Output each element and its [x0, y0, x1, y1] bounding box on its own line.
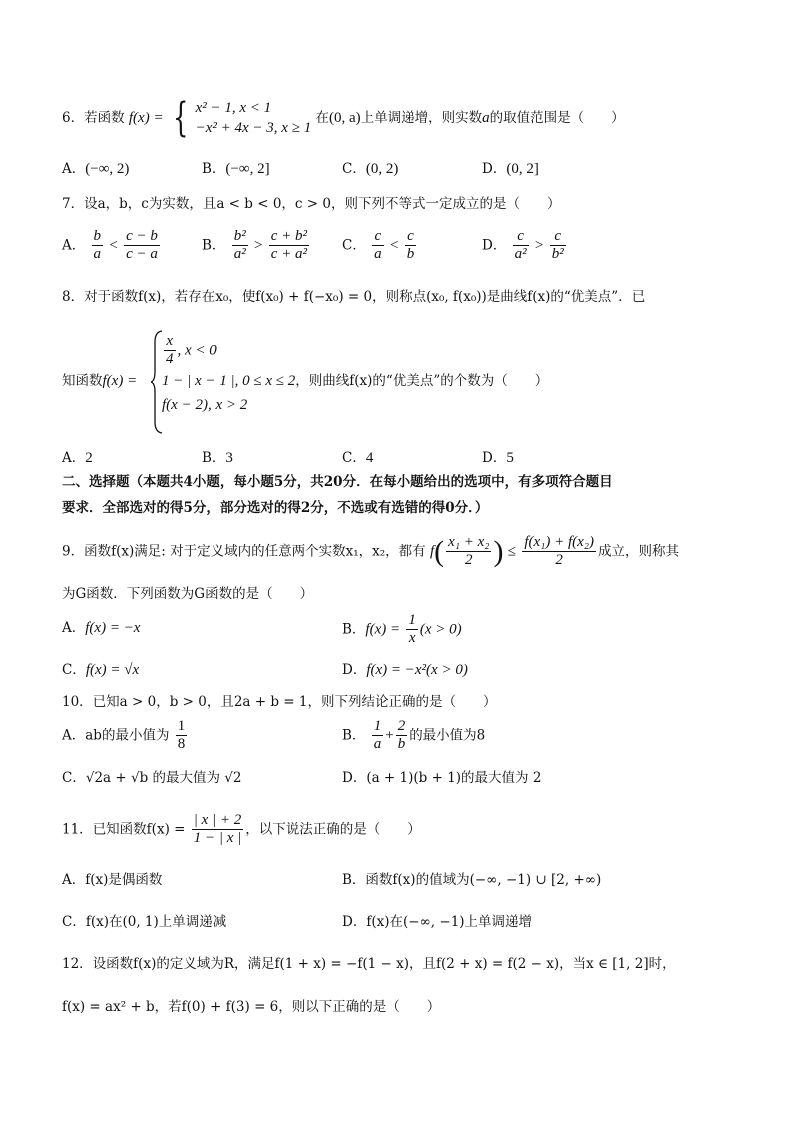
fraction: $\frac{c}{a}$	[374, 228, 382, 263]
fraction: $\frac{c}{b}$	[406, 228, 415, 263]
option-label: D．	[482, 237, 507, 254]
option-text: 2	[85, 450, 93, 466]
option-label: B．	[202, 161, 226, 177]
question-12	[62, 956, 676, 973]
option-text: ab的最小值为	[85, 727, 170, 744]
option-text: 3	[225, 450, 233, 466]
stem-text: 设函数f(x)的定义域为R，满足f(1 + x) = −f(1 − x)，且f(2 + x) = f(2 − x)，当x ∈ [1, 2]时，	[92, 956, 676, 972]
option-c	[342, 449, 373, 468]
option-text: 4	[365, 450, 374, 466]
stem-text: 若函数	[84, 109, 125, 126]
stem-text: 已知函数f(x) =	[92, 821, 186, 838]
left-brace: {	[172, 95, 189, 142]
option-c	[342, 160, 398, 179]
option-label: A．	[62, 237, 86, 254]
option-label: A．	[62, 450, 86, 466]
fraction: $\frac{2}{b}$	[397, 718, 406, 753]
option-d	[482, 160, 539, 179]
section-heading-line2: 要求．全部选对的得5分，部分选对的得2分，不选或有选错的得0分．）	[62, 500, 489, 516]
option-label: D．	[342, 662, 367, 678]
option-label: B．	[342, 727, 366, 744]
option-b	[342, 718, 485, 754]
option-label: C．	[342, 450, 366, 466]
question-6	[62, 95, 625, 142]
variable: a	[482, 109, 490, 126]
option-d	[342, 770, 541, 787]
stem-text: 函数f(x)满足: 对于定义域内的任意两个实数x₁，x₂，都有	[84, 543, 426, 560]
question-12-line2: f(x) = ax² + b，若f(0) + f(3) = 6，则以下正确的是（ ）	[62, 999, 441, 1015]
option-a	[62, 872, 162, 889]
piecewise-cases	[196, 98, 312, 139]
option-label: B．	[202, 450, 226, 466]
option-label: C．	[62, 770, 86, 786]
operator: +	[385, 727, 394, 744]
fraction: $\frac{b}{a}$	[93, 228, 102, 263]
option-label: D．	[342, 770, 367, 786]
option-text: f(x) = −x²(x > 0)	[366, 662, 468, 678]
option-label: B．	[342, 621, 366, 638]
option-label: B．	[202, 237, 226, 254]
option-label: C．	[62, 914, 86, 930]
stem-text: ，以下说法正确的是（ ）	[245, 821, 421, 838]
fraction: $\frac{1}{a}$	[373, 718, 382, 753]
case-1: $\frac{x}{4}$ , x < 0	[166, 333, 217, 368]
option-text: f(x)是偶函数	[85, 872, 163, 888]
option-label: D．	[482, 450, 507, 466]
fraction: $\frac{x}{4}$	[166, 333, 174, 368]
fraction: $\frac{c - b}{c - a}$	[126, 228, 158, 263]
operator: >	[254, 237, 263, 254]
fraction: $\frac{1}{8}$	[177, 718, 186, 753]
option-c	[62, 661, 139, 680]
question-number: 6．	[62, 109, 85, 126]
fraction: $\frac{1}{x}$	[408, 612, 416, 647]
option-label: D．	[482, 161, 507, 177]
option-text: f(x) = √x	[85, 662, 140, 678]
option-a	[62, 160, 129, 179]
option-label: C．	[342, 161, 366, 177]
option-text: 函数f(x)的值域为(−∞, −1) ∪ [2, +∞)	[365, 872, 602, 888]
option-d	[482, 228, 568, 264]
option-d	[482, 449, 514, 468]
option-a	[62, 228, 162, 264]
option-text: 5	[506, 450, 514, 466]
option-text: f(x)在(−∞, −1)上单调递增	[366, 914, 533, 930]
option-b	[202, 449, 233, 468]
option-label: C．	[62, 662, 86, 678]
option-d	[342, 661, 468, 680]
option-text: (a + 1)(b + 1)的最大值为 2	[366, 770, 542, 786]
option-label: D．	[342, 914, 367, 930]
fraction: $\frac{\text{c + b²}}{\text{c + a²}}$	[270, 228, 308, 263]
stem-text: 已知a > 0，b > 0，且2a + b = 1，则下列结论正确的是（ ）	[92, 694, 497, 710]
option-c	[342, 228, 418, 264]
operator: ≤	[507, 543, 517, 560]
option-text: 的最小值为8	[409, 727, 486, 744]
question-number: 12．	[62, 956, 93, 972]
option-b: B．f(x) = $\frac{1}{x}$ (x > 0)	[342, 612, 462, 647]
question-number: 9．	[62, 543, 85, 560]
option-c	[62, 914, 226, 931]
fraction: $\frac{\text{b²}}{\text{a²}}$	[233, 228, 246, 263]
operator: >	[534, 237, 544, 254]
option-label: A．	[62, 872, 86, 888]
operator: <	[389, 237, 399, 254]
option-b	[342, 872, 601, 889]
option-label: C．	[342, 237, 366, 254]
case-3: f(x − 2), x > 2	[162, 397, 248, 413]
stem-text: 知函数	[62, 373, 103, 389]
section-heading: 二、选择题（本题共4小题，每小题5分，共20分．在每小题给出的选项中，有多项符合题目	[62, 474, 613, 490]
option-text: √2a + √b 的最大值为 √2	[85, 770, 242, 786]
option-b	[202, 160, 270, 179]
stem-text: 的取值范围是（ ）	[489, 109, 625, 126]
fraction: $\frac{c}{\text{a²}}$	[514, 228, 527, 263]
stem-text: 上单调递增，则实数	[360, 109, 483, 126]
option-c	[62, 770, 242, 787]
fraction: $\frac{c}{\text{b²}}$	[551, 228, 564, 263]
question-number: 10．	[62, 694, 93, 710]
operator: <	[109, 237, 118, 254]
stem-text: 成立，则称其	[598, 543, 679, 560]
fraction: $\frac{\text{x₁ + x₂}}{2}$	[448, 534, 490, 569]
question-number: 11．	[62, 821, 93, 838]
stem-text: 设a，b，c为实数，且a < b < 0，c > 0，则下列不等式一定成立的是（ ）	[84, 196, 561, 212]
question-9-line2: 为G函数．下列函数为G函数的是（ ）	[62, 586, 314, 602]
option-d	[342, 914, 532, 931]
option-text: (0, 2)	[365, 161, 399, 177]
function-name: f(x) =	[128, 109, 164, 126]
question-number: 8．	[62, 289, 85, 305]
option-label: B．	[342, 872, 366, 888]
function-name: f	[429, 543, 435, 560]
case-2: −x² + 4x − 3, x ≥ 1	[195, 120, 312, 137]
case-1: x² − 1, x < 1	[195, 100, 272, 116]
question-8-function	[62, 372, 137, 391]
option-text: f(x)在(0, 1)上单调递减	[85, 914, 227, 930]
question-8	[62, 289, 645, 306]
option-text: (−∞, 2]	[225, 161, 270, 177]
option-text: (−∞, 2)	[85, 161, 130, 177]
option-label: A．	[62, 161, 86, 177]
option-a	[62, 449, 93, 468]
stem-text: 在	[315, 109, 329, 126]
option-label: A．	[62, 620, 86, 636]
interval: (0, a)	[329, 109, 361, 126]
option-a	[62, 619, 140, 638]
question-7	[62, 196, 560, 213]
fraction: $\frac{\text{f(x₁) + f(x₂)}}{2}$	[524, 534, 594, 569]
fraction: $\frac{| x | + 2}{1 - | x |}$	[193, 812, 242, 847]
question-number: 7．	[62, 196, 85, 212]
option-a	[62, 718, 189, 754]
function-name: f(x) =	[102, 373, 138, 389]
left-paren: (	[434, 535, 445, 568]
right-paren: )	[493, 535, 504, 568]
option-label: A．	[62, 727, 86, 744]
option-text: (0, 2]	[506, 161, 539, 177]
case-2: 1 − | x − 1 |, 0 ≤ x ≤ 2，则曲线f(x)的“优美点”的个数为（ ）	[162, 373, 549, 389]
option-b	[202, 228, 311, 264]
option-text: f(x) = −x	[85, 620, 141, 636]
question-9	[62, 533, 679, 571]
question-11	[62, 812, 421, 848]
question-10	[62, 694, 497, 711]
stem-text: 对于函数f(x)，若存在x₀，使f(x₀) + f(−x₀) = 0，则称点(x₀, f(x₀))是曲线f(x)的“优美点”．已	[84, 289, 646, 305]
stem-text: ，则曲线f(x)的“优美点”的个数为（ ）	[295, 373, 549, 389]
